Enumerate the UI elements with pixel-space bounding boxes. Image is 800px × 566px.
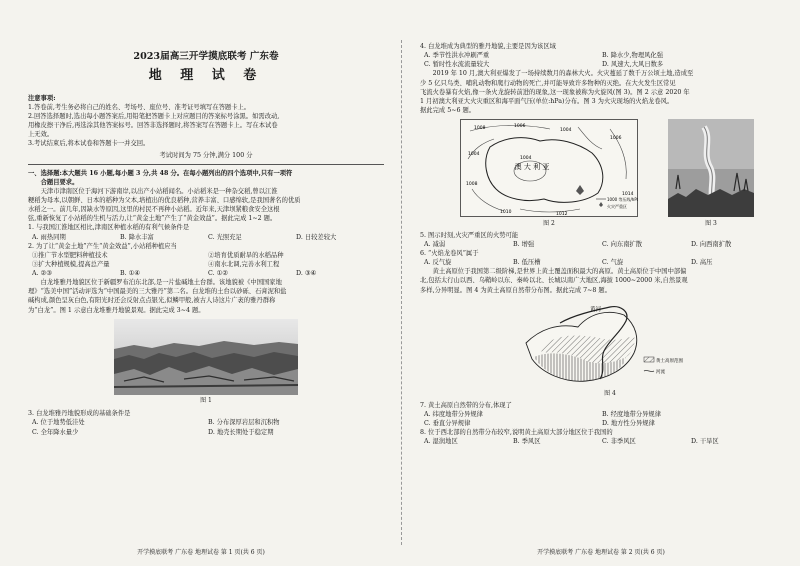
question-3: 3. 白龙堆雅丹地貌形成的基础条件是 bbox=[28, 410, 131, 418]
option: D. 风速大,大风日数多 bbox=[602, 61, 664, 69]
loess-plateau-map bbox=[520, 299, 700, 387]
question-1-options bbox=[28, 233, 384, 242]
isobar-value: 1006 bbox=[514, 124, 526, 129]
option: C. 全年降水量少 bbox=[32, 428, 79, 436]
section-heading: 一、选择题:本大题共 16 小题,每小题 3 分,共 48 分。在每小题列出的四个选项中,只有一项符 bbox=[28, 169, 293, 177]
page-2 bbox=[402, 0, 800, 566]
isobar-map bbox=[460, 119, 638, 217]
isobar-value: 1008 bbox=[474, 126, 486, 131]
legend-plateau-range: 黄土高原范围 bbox=[656, 358, 683, 364]
question-6: 6. “火焰龙卷风”属于 bbox=[420, 250, 479, 258]
question-5-options bbox=[420, 240, 780, 249]
option: A. ②③ bbox=[32, 270, 52, 277]
passage-line: 黄土高原位于我国第二级阶梯,是世界上黄土覆盖面积最大的高原。黄土高原位于中国中部偏 bbox=[432, 268, 687, 276]
option: C. 垂直分异规律 bbox=[424, 419, 471, 427]
option: A. 季节性洪水冲刷严重 bbox=[424, 52, 490, 60]
option: C. 暂时性水流流量较大 bbox=[424, 61, 490, 69]
figure-1-caption: 图 1 bbox=[200, 396, 212, 404]
legend-river: 河流 bbox=[656, 369, 665, 375]
passage-line: 弦,重新恢复了小站稻的生机与活力,让“黄金土地”产生了“黄金效益”。据此完成 1~2 题。 bbox=[28, 215, 277, 223]
question-5: 5. 图示时刻,火灾严重区的火势可能 bbox=[420, 231, 519, 239]
isobar-value: 1004 bbox=[468, 152, 480, 157]
option: D. 地壳长期处于稳定期 bbox=[208, 428, 274, 436]
option: B. 季风区 bbox=[513, 438, 541, 445]
option: A. 湿润地区 bbox=[424, 438, 458, 445]
question-4-options bbox=[420, 51, 780, 69]
passage-line: 1 月初澳大利亚大火灾重区和海平面气压(单位:hPa)分布。图 3 为火灾现场的火焰龙卷风。 bbox=[420, 97, 674, 105]
option: A. 纬度地带分异规律 bbox=[424, 410, 483, 418]
question-4: 4. 白龙堆成为典型的雅丹地貌,主要是因为该区域 bbox=[420, 43, 556, 50]
question-7-options bbox=[420, 410, 780, 428]
option: D. 干旱区 bbox=[691, 438, 719, 445]
question-2-options bbox=[28, 269, 384, 278]
passage-line: 2019 年 10 月,澳大利亚爆发了一场持续数月的森林大火。火灾蔓延了数千万公顷土地,造成至 bbox=[432, 70, 694, 78]
notice-line: 上无效。 bbox=[28, 131, 54, 139]
figure-3-caption: 图 3 bbox=[705, 220, 717, 228]
legend-fire-zone: 火灾严重区 bbox=[607, 204, 627, 209]
figure-4 bbox=[520, 299, 700, 399]
yellow-river-label: 黄河 bbox=[590, 306, 602, 313]
fire-tornado-photo bbox=[668, 119, 754, 217]
notice-line: 用橡皮擦干净后,再选涂其他答案标号。回答非选择题时,将答案写在答题卡上。写在本试卷 bbox=[28, 122, 278, 130]
passage-line: 碱构成,颜色呈灰白色,有阳光时还会反射点点银光,似鳞甲般,被古人诗这片广袤的雅丹群称 bbox=[28, 297, 276, 305]
legend-isobar: 1000 等压线/hPa bbox=[607, 197, 638, 202]
figure-row-2-3 bbox=[420, 119, 780, 229]
option: D. 地方性分异规律 bbox=[602, 419, 655, 427]
option: D. ③④ bbox=[296, 270, 317, 277]
item: ③扩大种植规模,提高总产量 bbox=[32, 260, 110, 268]
option: C. 非季风区 bbox=[602, 438, 636, 445]
option: B. 低压槽 bbox=[513, 259, 541, 267]
subject-title: 地 理 试 卷 bbox=[148, 67, 264, 83]
isobar-value: 1008 bbox=[466, 182, 478, 187]
option: B. 降水少,物理风化强 bbox=[602, 52, 664, 60]
page-1-footer: 开学摸底联考 广东卷 地理试卷 第 1 页(共 6 页) bbox=[137, 549, 265, 557]
question-2: 2. 为了让“黄金土地”产生“黄金效益”,小站稻种植应当 bbox=[28, 242, 177, 250]
option: A. 减弱 bbox=[424, 240, 446, 248]
figure-2 bbox=[460, 119, 638, 229]
notice-line: 3.考试结束后,将本试卷和答题卡一并交回。 bbox=[28, 140, 150, 148]
notice-heading: 注意事项: bbox=[28, 94, 56, 102]
question-8: 8. 位于西北部的自然带分布较窄,说明黄土高原大部分地区位于我国的 bbox=[420, 428, 613, 436]
figure-4-caption: 图 4 bbox=[604, 389, 616, 397]
figure-3 bbox=[668, 119, 754, 229]
isobar-value: 1004 bbox=[560, 128, 572, 133]
option: A. 雨热同期 bbox=[32, 233, 66, 241]
option: B. 降水丰富 bbox=[120, 233, 154, 241]
passage-line: 水稻之一。前几年,因缺水等原因,这里的村民不再种小站稻。近年来,天津坝紧粮食安全这根 bbox=[28, 206, 280, 214]
passage-line: 天津市津南区位于海河下游南岸,以出产小站稻闻名。小站稻米是一种杂交稻,曾以江淮 bbox=[40, 187, 278, 195]
option: C. 向东南扩散 bbox=[602, 240, 643, 248]
item: ④南水北调,完善水利工程 bbox=[208, 260, 280, 268]
option: B. ①④ bbox=[120, 270, 140, 277]
yardang-landscape-photo bbox=[114, 319, 298, 395]
question-8-options bbox=[420, 437, 780, 446]
option: A. 反气旋 bbox=[424, 259, 452, 267]
map-country-label: 澳 大 利 亚 bbox=[514, 163, 550, 171]
passage-line: 多样,分异明显。图 4 为黄土高原自然带分布图。据此完成 7~8 题。 bbox=[420, 286, 612, 294]
section-heading-cont: 合题目要求。 bbox=[40, 178, 79, 186]
passage-line: 白龙堆雅丹地貌区位于新疆罗布泊东北部,是一片盐碱地土台群。该地貌被《中国国家地 bbox=[40, 279, 282, 287]
exam-info: 考试时间为 75 分钟,满分 100 分 bbox=[159, 151, 253, 159]
question-1: 1. 与我国江淮地区相比,津南区种植水稻的有利气候条件是 bbox=[28, 224, 190, 232]
option: B. 增强 bbox=[513, 240, 535, 248]
page-2-footer: 开学摸底联考 广东卷 地理试卷 第 2 页(共 6 页) bbox=[537, 549, 665, 557]
isobar-value: 1006 bbox=[610, 136, 622, 141]
passage-line: 据此完成 5~6 题。 bbox=[420, 106, 476, 114]
isobar-value: 1010 bbox=[500, 210, 512, 215]
option: C. 气旋 bbox=[602, 259, 624, 267]
option: B. 经度地带分异规律 bbox=[602, 410, 662, 418]
item: ②培育优质耐旱的水稻品种 bbox=[208, 251, 284, 259]
option: C. 光照充足 bbox=[208, 233, 242, 241]
passage-line: 少 5 亿只鸟类、哺乳动物和爬行动物的死亡,并可能导致许多物种的灭绝。在大火发生区常见 bbox=[420, 79, 676, 87]
passage-line: 飞流火卷暴有火焰,像一条火龙旋转前进的现象,这一现象被称为火旋风(图 3)。图 2 示意 2020 年 bbox=[420, 88, 690, 96]
question-7: 7. 黄土高原自然带的分布,体现了 bbox=[420, 401, 512, 409]
isobar-value: 1004 bbox=[520, 156, 532, 161]
item: ①推广节水型肥料种植技术 bbox=[32, 251, 108, 259]
isobar-value: 1012 bbox=[556, 212, 568, 217]
question-6-options bbox=[420, 258, 780, 267]
passage-line: 理》“选美中国”活动评选为“中国最美的三大雅丹”第二名。白龙堆的土台以砂砾、石膏泥和盐 bbox=[28, 288, 287, 296]
option: B. 分布深厚岩层和沉积物 bbox=[208, 419, 280, 427]
exam-title: 2023届高三开学摸底联考 广东卷 bbox=[133, 51, 279, 62]
option: D. 向西南扩散 bbox=[691, 240, 732, 248]
notice-line: 1.答卷前,考生务必将自己的姓名、考场号、座位号、准考证号填写在答题卡上。 bbox=[28, 103, 251, 111]
passage-line: 北,包括太行山以西、乌鞘岭以东、秦岭以北、长城以南广大地区,海拔 1000~2000 米,自然景观 bbox=[420, 277, 688, 285]
passage-line: 为“白龙”。图 1 示意白龙堆雅丹地貌景观。据此完成 3~4 题。 bbox=[28, 306, 205, 314]
question-2-items bbox=[28, 251, 384, 269]
option: A. 位于地势低洼处 bbox=[32, 419, 85, 427]
section-divider bbox=[28, 164, 384, 165]
passage-line: 粳稻为母本,以朝鲜、日本的稻种为父本,培植出的优良稻种,营养丰富、口感绵软,是我国著名的优质 bbox=[28, 197, 301, 204]
option: D. 日较差较大 bbox=[296, 233, 337, 241]
question-3-options bbox=[28, 418, 384, 436]
figure-2-caption: 图 2 bbox=[543, 220, 555, 228]
notice-line: 2.回答选择题时,选出每小题答案后,用铅笔把答题卡上对应题目的答案标号涂黑。如需改动, bbox=[28, 113, 280, 120]
option: C. ①② bbox=[208, 270, 228, 277]
option: D. 高压 bbox=[691, 259, 713, 267]
isobar-value: 1014 bbox=[622, 192, 634, 197]
